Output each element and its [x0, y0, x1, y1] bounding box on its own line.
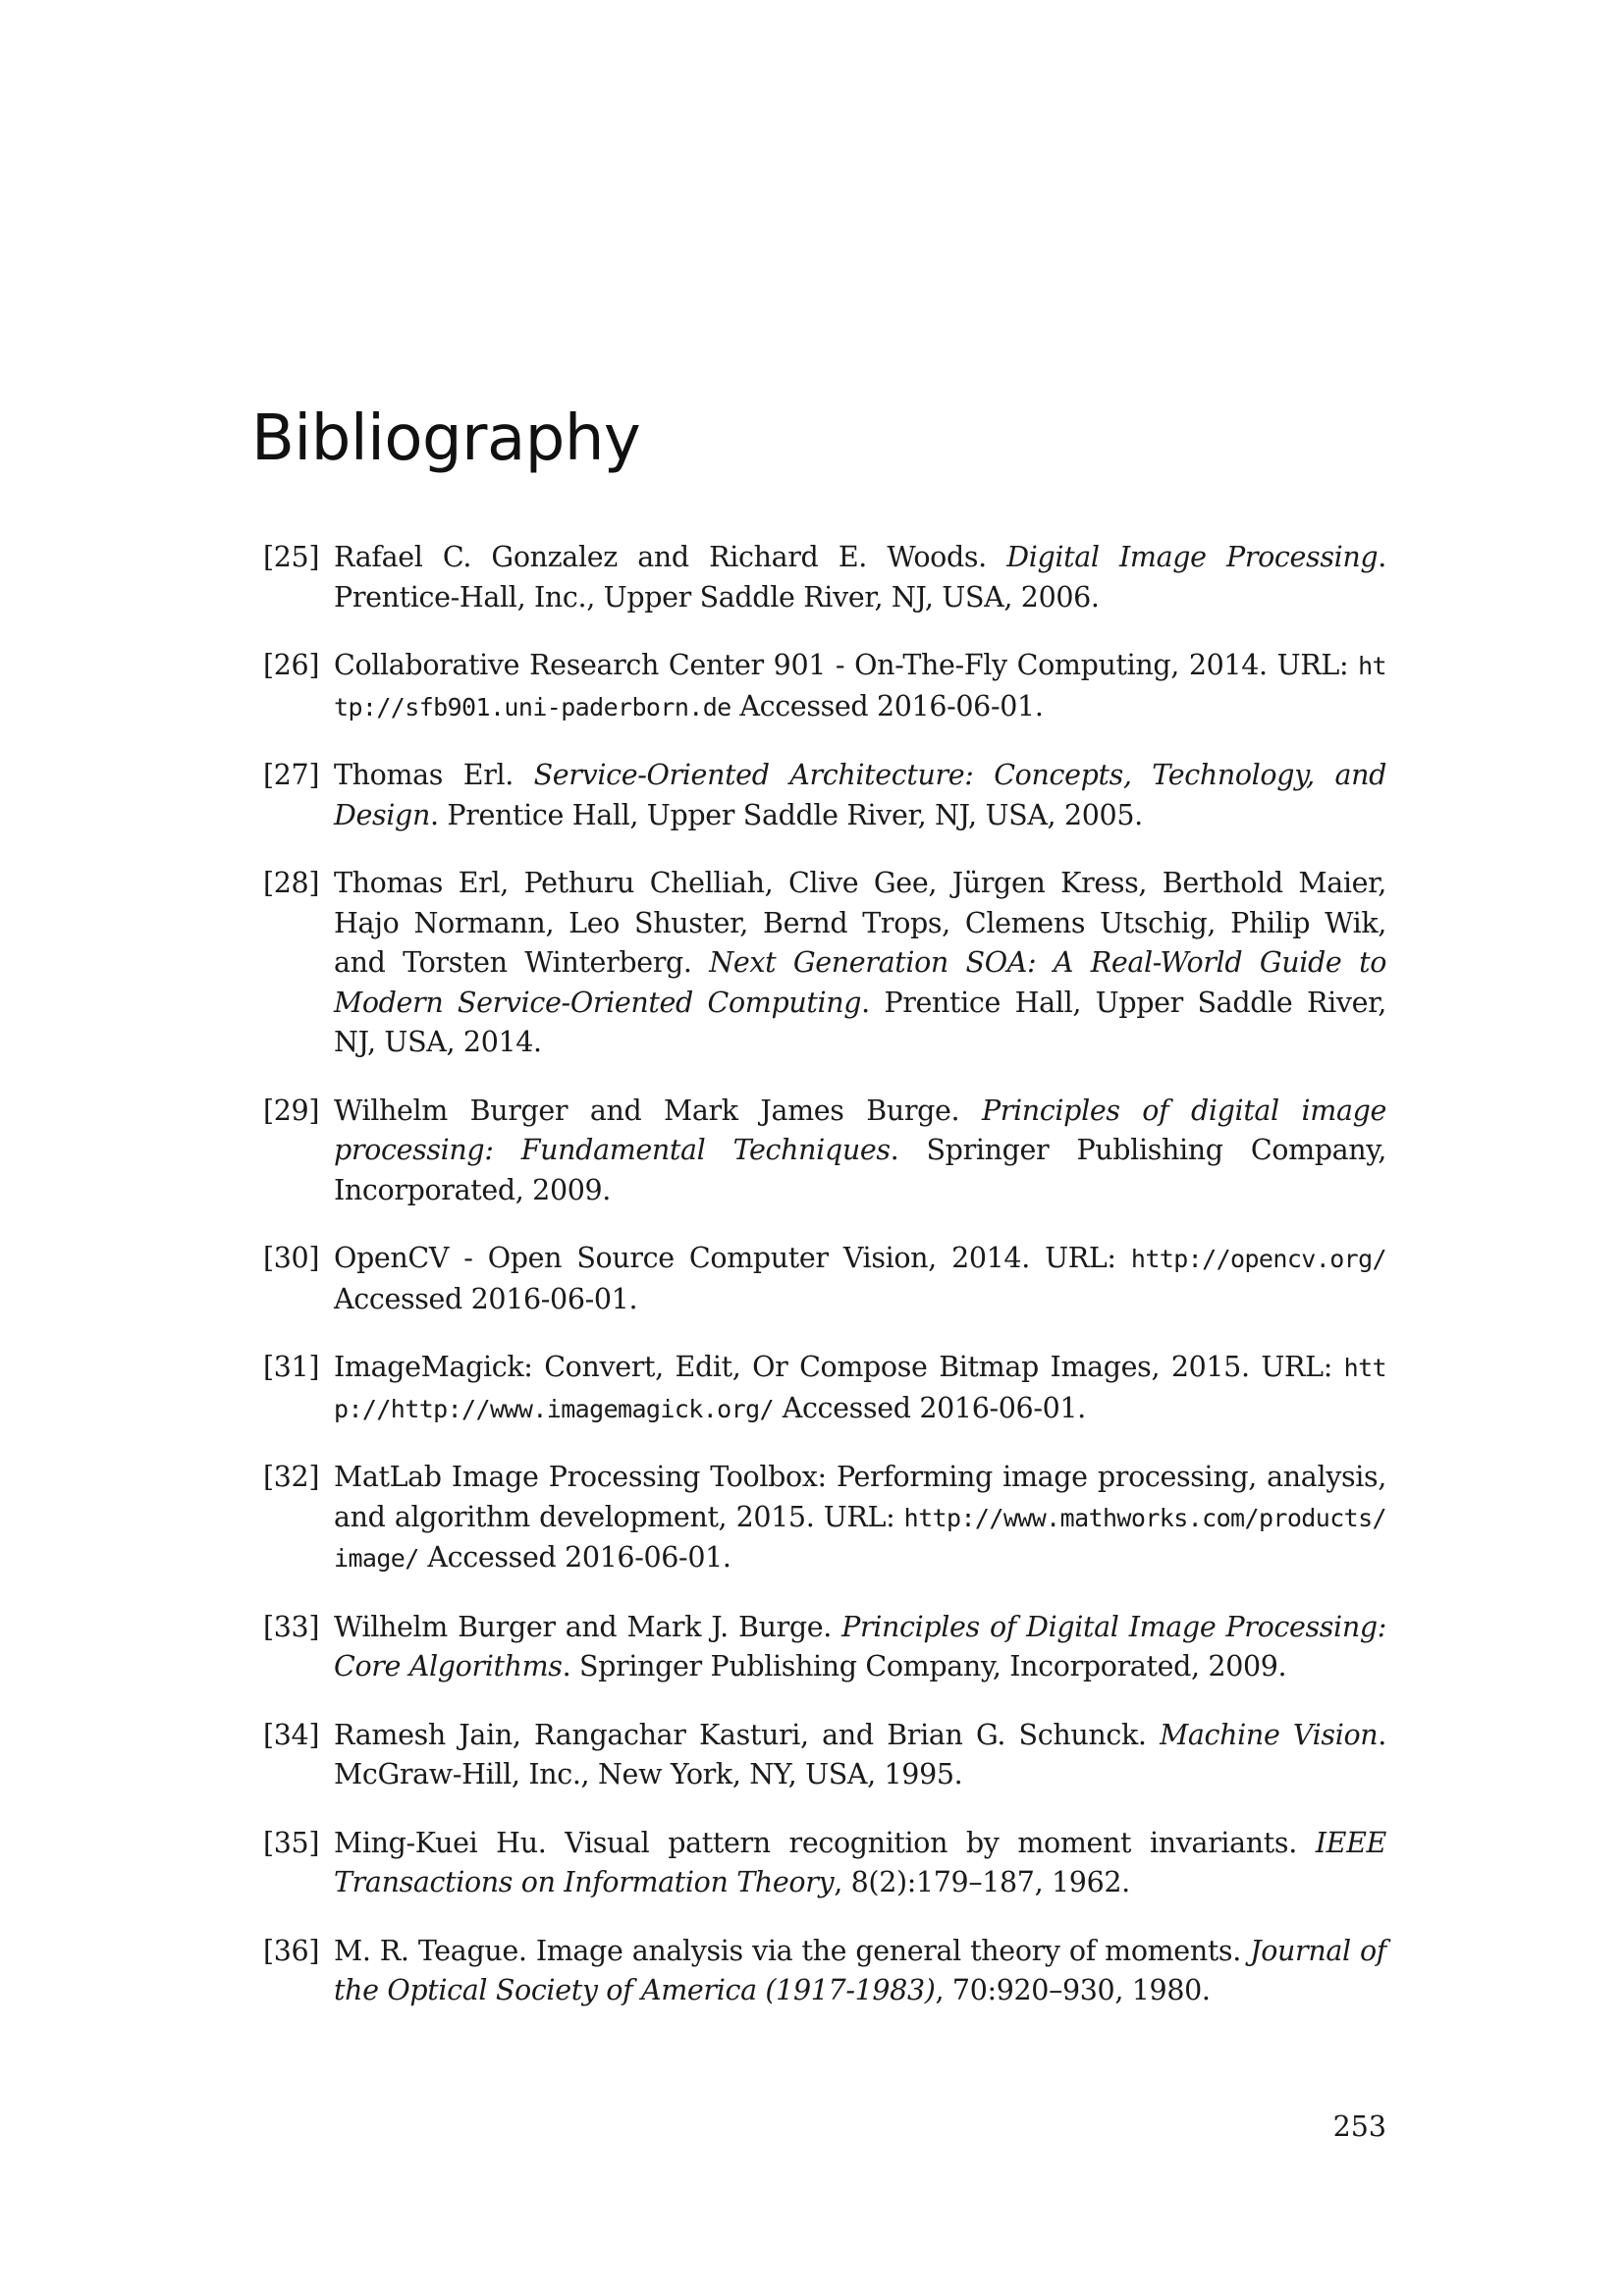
page-number: 253 — [1332, 2110, 1386, 2143]
reference-publication: . Prentice-Hall, Inc., Upper Saddle River, NJ, USA, 2006. — [334, 541, 1386, 614]
reference-title: Machine Vision — [1160, 1718, 1379, 1751]
bibliography-entry — [263, 1348, 1386, 1429]
reference-key: [28] — [263, 867, 320, 899]
reference-publication: . Prentice Hall, Upper Saddle River, NJ, USA, 2005. — [429, 798, 1143, 831]
reference-key: [27] — [263, 759, 320, 791]
reference-key: [35] — [263, 1826, 320, 1859]
reference-key: [31] — [263, 1351, 320, 1383]
reference-key: [29] — [263, 1094, 320, 1127]
bibliography-entry — [263, 1932, 1386, 2011]
reference-text — [334, 1095, 1386, 1206]
bibliography-entry — [263, 864, 1386, 1063]
reference-text — [334, 1611, 1386, 1683]
reference-key: [26] — [263, 649, 320, 681]
reference-text — [334, 759, 1386, 831]
reference-text — [334, 1935, 1386, 2007]
reference-description: Collaborative Research Center 901 - On-The-Fly Computing, 2014. URL: — [334, 649, 1359, 681]
reference-authors: Wilhelm Burger and Mark J. Burge. — [334, 1610, 842, 1643]
reference-authors: Thomas Erl, Pethuru Chelliah, Clive Gee, Jürgen Kress, Berthold Maier, Hajo Normann, Leo Shuster, Bernd Trops, Clemens Utschig, Philip Wik, and Torsten Winterberg. — [334, 867, 1386, 979]
bibliography-entry — [263, 1458, 1386, 1579]
reference-title: Principles of Digital Image Processing: Core Algorithms — [334, 1610, 1386, 1682]
reference-url[interactable]: http://www.mathworks.com/products/image/ — [334, 1503, 1386, 1573]
reference-accessed: Accessed 2016-06-01. — [334, 1282, 638, 1315]
reference-key: [25] — [263, 541, 320, 573]
reference-authors: Ming-Kuei Hu. Visual pattern recognition by moment invariants. — [334, 1826, 1316, 1859]
bibliography-entry — [263, 646, 1386, 727]
reference-journal: Journal of the Optical Society of America (1917-1983) — [334, 1934, 1386, 2006]
reference-text — [334, 541, 1386, 614]
reference-description: ImageMagick: Convert, Edit, Or Compose Bitmap Images, 2015. URL: — [334, 1351, 1344, 1383]
reference-description: OpenCV - Open Source Computer Vision, 2014. URL: — [334, 1242, 1131, 1274]
reference-url[interactable]: http://sfb901.uni-paderborn.de — [334, 652, 1386, 721]
reference-text — [334, 649, 1386, 722]
reference-title: Digital Image Processing — [1006, 541, 1379, 573]
reference-key: [33] — [263, 1610, 320, 1643]
bibliography-entry — [263, 1716, 1386, 1795]
bibliography-entry — [263, 1092, 1386, 1211]
reference-authors: M. R. Teague. Image analysis via the general theory of moments. — [334, 1934, 1251, 1967]
bibliography-entry — [263, 1239, 1386, 1319]
reference-text — [334, 867, 1386, 1058]
reference-journal: IEEE Transactions on Information Theory — [334, 1826, 1386, 1898]
reference-publication: . Springer Publishing Company, Incorporated, 2009. — [334, 1134, 1386, 1206]
bibliography-entry — [263, 1608, 1386, 1687]
bibliography-entry — [263, 1824, 1386, 1903]
reference-key: [32] — [263, 1461, 320, 1493]
reference-description: MatLab Image Processing Toolbox: Performing image processing, analysis, and algorithm development, 2015. URL: — [334, 1461, 1386, 1533]
reference-publication: . McGraw-Hill, Inc., New York, NY, USA, 1995. — [334, 1718, 1387, 1790]
page-title: Bibliography — [251, 402, 641, 475]
reference-publication: . Prentice Hall, Upper Saddle River, NJ, USA, 2014. — [334, 986, 1386, 1058]
reference-publication: . Springer Publishing Company, Incorporated, 2009. — [562, 1650, 1287, 1682]
reference-authors: Wilhelm Burger and Mark James Burge. — [334, 1094, 982, 1127]
reference-url[interactable]: http://opencv.org/ — [1130, 1245, 1386, 1273]
reference-authors: Rafael C. Gonzalez and Richard E. Woods. — [334, 541, 1007, 573]
reference-text — [334, 1242, 1386, 1315]
reference-accessed: Accessed 2016-06-01. — [774, 1391, 1086, 1424]
reference-authors: Ramesh Jain, Rangachar Kasturi, and Brian G. Schunck. — [334, 1718, 1161, 1751]
reference-accessed: Accessed 2016-06-01. — [731, 689, 1044, 722]
reference-key: [34] — [263, 1718, 320, 1751]
reference-key: [36] — [263, 1934, 320, 1967]
reference-text — [334, 1461, 1386, 1574]
reference-text — [334, 1827, 1386, 1899]
reference-title: Next Generation SOA: A Real-World Guide to Modern Service-Oriented Computing — [334, 946, 1386, 1019]
reference-text — [334, 1351, 1386, 1424]
reference-url[interactable]: http://http://www.imagemagick.org/ — [334, 1354, 1386, 1423]
bibliography-list — [263, 538, 1386, 2040]
reference-publication: , 70:920–930, 1980. — [935, 1974, 1211, 2006]
reference-publication: , 8(2):179–187, 1962. — [834, 1866, 1130, 1898]
bibliography-entry — [263, 756, 1386, 835]
reference-title: Service-Oriented Architecture: Concepts, Technology, and Design — [334, 759, 1386, 831]
bibliography-entry — [263, 538, 1386, 617]
reference-authors: Thomas Erl. — [334, 759, 534, 791]
reference-title: Principles of digital image processing: Fundamental Techniques — [334, 1094, 1386, 1166]
reference-key: [30] — [263, 1242, 320, 1274]
reference-accessed: Accessed 2016-06-01. — [418, 1541, 731, 1574]
reference-text — [334, 1719, 1386, 1791]
